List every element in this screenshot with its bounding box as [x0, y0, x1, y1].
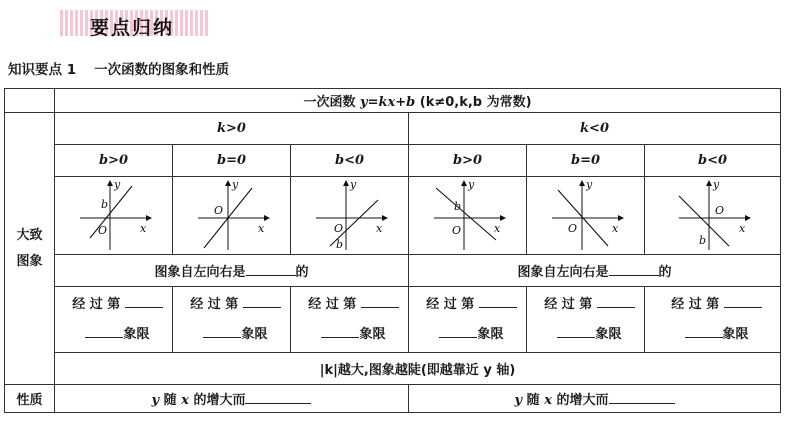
title-condition: (k≠0,k,b 为常数): [419, 95, 532, 110]
line-graph-kpos-bzero: [192, 180, 272, 252]
graph-row: [5, 177, 781, 255]
title-prefix: 一次函数: [303, 95, 356, 110]
y-mid: 随: [526, 393, 540, 408]
y-suffix: 的增大而: [556, 393, 609, 408]
answer-blank[interactable]: [609, 262, 659, 276]
quadrant-prefix: 经 过 第: [426, 296, 475, 312]
answer-blank[interactable]: [246, 262, 296, 276]
title-row: [5, 89, 781, 113]
y-axis-label: y: [231, 179, 238, 191]
x-axis-label: x: [738, 221, 745, 235]
direction-suffix: 的: [658, 265, 672, 280]
direction-prefix: 图象自左向右是: [154, 265, 246, 280]
quadrant-prefix: 经 过 第: [308, 296, 357, 312]
quadrant-cell: [527, 287, 645, 353]
y-var: y: [514, 393, 523, 408]
y-axis-label: y: [467, 179, 474, 191]
section-title: 一次函数的图象和性质: [94, 62, 230, 78]
origin-label: O: [213, 203, 223, 217]
graph-cell: [291, 177, 409, 255]
answer-blank[interactable]: [479, 294, 517, 308]
x-axis-label: x: [375, 221, 382, 235]
title-formula: y=kx+b: [360, 95, 416, 110]
y-axis-label: y: [712, 179, 719, 191]
property-cell-kpos: [55, 385, 409, 413]
answer-blank[interactable]: [321, 324, 359, 338]
answer-blank[interactable]: [245, 390, 311, 404]
b-case-cell: b=0: [173, 145, 291, 177]
graph-label-line2: 图象: [16, 253, 43, 269]
b-intercept-label: b: [100, 197, 108, 211]
origin-label: O: [567, 221, 577, 235]
b-case-cell: b>0: [409, 145, 527, 177]
graph-cell: [527, 177, 645, 255]
b-intercept-label: b: [453, 199, 461, 213]
knowledge-table: [4, 88, 781, 413]
y-axis-label: y: [113, 179, 120, 191]
quadrant-suffix: 象限: [595, 326, 622, 342]
property-row-label: 性质: [5, 385, 55, 413]
steepness-row: [5, 353, 781, 385]
origin-label: O: [333, 221, 343, 235]
quadrant-suffix: 象限: [477, 326, 504, 342]
quadrant-cell: [291, 287, 409, 353]
quadrant-cell: [409, 287, 527, 353]
answer-blank[interactable]: [125, 294, 163, 308]
x-axis-label: x: [611, 221, 618, 235]
y-axis-label: y: [349, 179, 356, 191]
quadrant-prefix: 经 过 第: [72, 296, 121, 312]
line-graph-kpos-bneg: [310, 180, 390, 252]
table-title: [55, 89, 781, 113]
answer-blank[interactable]: [361, 294, 399, 308]
y-var: y: [151, 393, 160, 408]
graph-row-label: [5, 113, 55, 385]
corner-cell: [5, 89, 55, 113]
y-axis-label: y: [585, 179, 592, 191]
steepness-note: |k|越大,图象越陡(即越靠近 y 轴): [55, 353, 781, 385]
line-graph-kneg-bzero: [546, 180, 626, 252]
direction-cell-kpos: [55, 255, 409, 287]
b-case-cell: b=0: [527, 145, 645, 177]
quadrant-row: [5, 287, 781, 353]
b-case-cell: b<0: [291, 145, 409, 177]
section-banner: [60, 6, 210, 40]
direction-row: [5, 255, 781, 287]
answer-blank[interactable]: [685, 324, 723, 338]
b-case-cell: b>0: [55, 145, 173, 177]
quadrant-suffix: 象限: [123, 326, 150, 342]
answer-blank[interactable]: [557, 324, 595, 338]
answer-blank[interactable]: [724, 294, 762, 308]
k-negative-header: k<0: [409, 113, 781, 145]
quadrant-prefix: 经 过 第: [544, 296, 593, 312]
line-graph-kpos-bpos: [74, 180, 154, 252]
property-row: [5, 385, 781, 413]
quadrant-suffix: 象限: [241, 326, 268, 342]
quadrant-prefix: 经 过 第: [671, 296, 720, 312]
graph-cell: [645, 177, 781, 255]
line-graph-kneg-bneg: [673, 180, 753, 252]
x-axis-label: x: [139, 221, 146, 235]
line-graph-kneg-bpos: [428, 180, 508, 252]
b-case-cell: b<0: [645, 145, 781, 177]
section-heading: [8, 58, 229, 78]
property-cell-kneg: [409, 385, 781, 413]
banner-title: 要点归纳: [90, 17, 175, 39]
graph-cell: [173, 177, 291, 255]
quadrant-suffix: 象限: [722, 326, 749, 342]
x-axis-label: x: [493, 221, 500, 235]
section-label: 知识要点 1: [8, 62, 77, 78]
origin-label: O: [97, 223, 107, 237]
b-intercept-label: b: [698, 233, 706, 247]
y-suffix: 的增大而: [193, 393, 246, 408]
graph-label-line1: 大致: [16, 227, 43, 243]
direction-suffix: 的: [295, 265, 309, 280]
x-axis-label: x: [257, 221, 264, 235]
answer-blank[interactable]: [85, 324, 123, 338]
origin-label: O: [451, 223, 461, 237]
direction-cell-kneg: [409, 255, 781, 287]
graph-cell: [55, 177, 173, 255]
quadrant-prefix: 经 过 第: [190, 296, 239, 312]
quadrant-cell: [645, 287, 781, 353]
b-row: [5, 145, 781, 177]
x-var: x: [181, 393, 189, 408]
origin-label: O: [714, 203, 724, 217]
quadrant-cell: [173, 287, 291, 353]
y-mid: 随: [163, 393, 177, 408]
graph-cell: [409, 177, 527, 255]
direction-prefix: 图象自左向右是: [517, 265, 609, 280]
answer-blank[interactable]: [243, 294, 281, 308]
x-var: x: [544, 393, 552, 408]
k-positive-header: k>0: [55, 113, 409, 145]
answer-blank[interactable]: [609, 390, 675, 404]
quadrant-cell: [55, 287, 173, 353]
answer-blank[interactable]: [597, 294, 635, 308]
quadrant-suffix: 象限: [359, 326, 386, 342]
answer-blank[interactable]: [439, 324, 477, 338]
k-row: [5, 113, 781, 145]
answer-blank[interactable]: [203, 324, 241, 338]
b-intercept-label: b: [335, 237, 343, 251]
